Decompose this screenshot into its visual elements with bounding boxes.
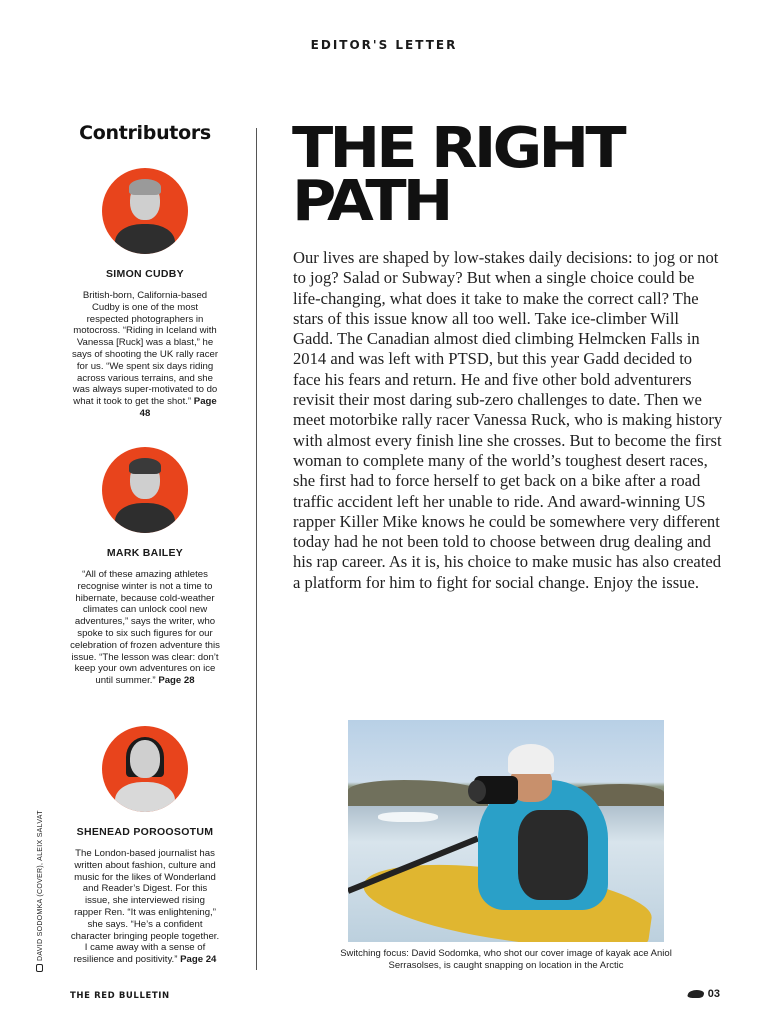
avatar bbox=[102, 168, 188, 254]
article-headline bbox=[292, 116, 767, 234]
section-label: EDITOR'S LETTER bbox=[310, 38, 458, 52]
contributor-bio-text: “All of these amazing athletes recognise winter is not a time to hibernate, because cold-weather climates can unlock cool new adventures,” says the writer, who spoke to six such figures for our celebration of frozen adventure this issue. “The lesson was clear: don’t keep your own adventures on ice until summer.” bbox=[70, 569, 220, 687]
avatar bbox=[102, 726, 188, 812]
page-number-block bbox=[688, 988, 720, 1000]
contributor-page-ref: Page 24 bbox=[180, 954, 217, 966]
article-body: Our lives are shaped by low-stakes daily decisions: to jog or not to jog? Salad or Subway? But when a single choice could be life-changing, what does it take to make the correct call? The stars of this issue know all too well. Take ice-climber Will Gadd. The Canadian almost died climbing Helmcken Falls in 2014 and was left with PTSD, but this year Gadd decided to face his fears and return. He and five other bold adventurers revisit their most daring sub-zero challenges to date. Then we meet motorbike rally racer Vanessa Ruck, who is making history with almost every finish line she crosses. But to become the first woman to complete many of the world’s toughest desert races, she first had to force herself to get back on a bike after a road traffic accident left her unable to ride. And award-winning US rapper Killer Mike knows he could be somewhere very different today had he not been told to choose between drug dealing and his rap career. As it is, his choice to make music has also created a platform for him to fight for social change. Enjoy the issue. bbox=[293, 248, 723, 592]
headline-line-2: PATH bbox=[292, 169, 450, 234]
camera-icon bbox=[36, 964, 43, 972]
contributor-simon-cudby bbox=[66, 168, 224, 420]
kayak-photo bbox=[348, 720, 664, 942]
contributor-name: SHENEAD POROOSOTUM bbox=[76, 826, 214, 838]
contributor-name: MARK BAILEY bbox=[106, 547, 184, 559]
publication-name: THE RED BULLETIN bbox=[70, 991, 170, 1001]
avatar bbox=[102, 447, 188, 533]
bull-logo-icon bbox=[686, 990, 705, 998]
contributor-name: SIMON CUDBY bbox=[106, 268, 184, 280]
contributor-shenead-poroosotum bbox=[66, 726, 224, 966]
page-number: 03 bbox=[707, 988, 720, 1000]
headline-line-1: THE RIGHT bbox=[292, 116, 623, 181]
column-divider bbox=[256, 128, 257, 970]
photo-credit bbox=[36, 810, 44, 972]
contributors-heading: Contributors bbox=[79, 122, 211, 144]
contributor-bio bbox=[66, 848, 224, 966]
contributor-mark-bailey bbox=[66, 447, 224, 687]
contributor-bio bbox=[66, 290, 224, 420]
contributor-bio-text: The London-based journalist has written about fashion, culture and music for the likes of Wonderland and Reader’s Digest. For this issue, she interviewed rising rapper Ren. “It was enlightening,” she says. “He’s a confident character bringing people together. I came away with a sense of resilience and positivity.” bbox=[70, 848, 220, 966]
contributors-heading-block bbox=[66, 122, 224, 144]
contributor-bio bbox=[66, 569, 224, 687]
contributor-page-ref: Page 48 bbox=[139, 396, 217, 419]
contributor-page-ref: Page 28 bbox=[158, 675, 195, 687]
photo-caption: Switching focus: David Sodomka, who shot our cover image of kayak ace Aniol Serrasolses, is caught snapping on location in the Arctic bbox=[340, 948, 672, 971]
contributor-bio-text: British-born, California-based Cudby is one of the most respected photographers in motocross. “Riding in Iceland with Vanessa [Ruck] was a blast,” he says of shooting the UK rally racer for us. “We spent six days riding across various terrains, and she was always super-motivated to do what it took to get the shot.” bbox=[71, 290, 219, 408]
photo-credit-text: DAVID SODOMKA (COVER), ALEIX SALVAT bbox=[37, 810, 44, 961]
